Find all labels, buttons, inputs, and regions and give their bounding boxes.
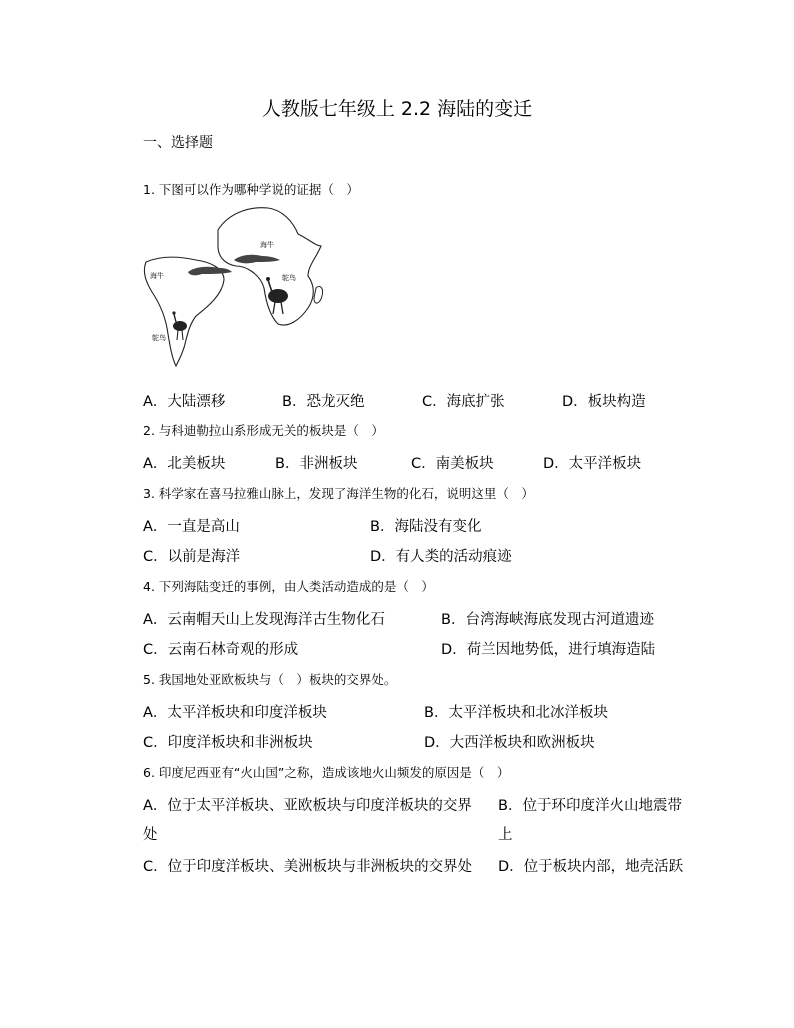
q6-option-c[interactable]: C．位于印度洋板块、美洲板块与非洲板块的交界处 bbox=[143, 859, 473, 875]
q5-option-d[interactable]: D．大西洋板块和欧洲板块 bbox=[424, 735, 595, 751]
q1-option-a[interactable]: A．大陆漂移 bbox=[143, 394, 226, 410]
q6-option-a-line1[interactable]: A．位于太平洋板块、亚欧板块与印度洋板块的交界 bbox=[143, 798, 472, 814]
q4-option-d[interactable]: D．荷兰因地势低，进行填海造陆 bbox=[441, 642, 656, 658]
q2-option-a[interactable]: A．北美板块 bbox=[143, 456, 226, 472]
q2-option-b[interactable]: B．非洲板块 bbox=[275, 456, 358, 472]
q3-option-a[interactable]: A．一直是高山 bbox=[143, 519, 240, 535]
question-3-stem: 3. 科学家在喜马拉雅山脉上，发现了海洋生物的化石，说明这里（ ） bbox=[143, 486, 534, 501]
question-6-stem: 6. 印度尼西亚有“火山国”之称，造成该地火山频发的原因是（ ） bbox=[143, 765, 510, 780]
page-title: 人教版七年级上 2.2 海陆的变迁 bbox=[261, 98, 533, 120]
q5-option-b[interactable]: B．太平洋板块和北冰洋板块 bbox=[424, 705, 608, 721]
sa-ostrich-label: 鸵鸟 bbox=[152, 334, 166, 342]
q3-option-b[interactable]: B．海陆没有变化 bbox=[370, 519, 482, 535]
q1-option-b[interactable]: B．恐龙灭绝 bbox=[282, 394, 365, 410]
q4-option-b[interactable]: B．台湾海峡海底发现古河道遗迹 bbox=[441, 612, 654, 628]
q6-option-b-line1[interactable]: B．位于环印度洋火山地震带 bbox=[498, 798, 682, 814]
sa-ostrich bbox=[172, 311, 187, 340]
africa-ostrich-label: 鸵鸟 bbox=[282, 274, 296, 282]
q5-option-a[interactable]: A．太平洋板块和印度洋板块 bbox=[143, 705, 327, 721]
q4-option-a[interactable]: A．云南帽天山上发现海洋古生物化石 bbox=[143, 612, 385, 628]
africa-mesosaurus bbox=[234, 255, 280, 264]
question-4-stem: 4. 下列海陆变迁的事例，由人类活动造成的是（ ） bbox=[143, 579, 434, 594]
sa-snail-label: 海牛 bbox=[150, 272, 164, 280]
q6-option-b-line2[interactable]: 上 bbox=[498, 827, 513, 843]
q2-option-d[interactable]: D．太平洋板块 bbox=[543, 456, 642, 472]
africa-outline bbox=[218, 208, 321, 325]
q1-option-c[interactable]: C．海底扩张 bbox=[422, 394, 505, 410]
q3-option-c[interactable]: C．以前是海洋 bbox=[143, 549, 241, 565]
q1-option-d[interactable]: D．板块构造 bbox=[562, 394, 646, 410]
section-heading: 一、选择题 bbox=[143, 135, 213, 151]
q6-option-a-line2[interactable]: 处 bbox=[143, 827, 158, 843]
q6-option-d[interactable]: D．位于板块内部，地壳活跃 bbox=[498, 859, 684, 875]
sa-mesosaurus bbox=[188, 267, 232, 276]
question-1-stem: 1. 下图可以作为哪种学说的证据（ ） bbox=[143, 182, 359, 197]
q4-option-c[interactable]: C．云南石林奇观的形成 bbox=[143, 642, 299, 658]
q5-option-c[interactable]: C．印度洋板块和非洲板块 bbox=[143, 735, 313, 751]
q2-option-c[interactable]: C．南美板块 bbox=[411, 456, 494, 472]
q3-option-d[interactable]: D．有人类的活动痕迹 bbox=[370, 549, 512, 565]
madagascar-outline bbox=[314, 286, 323, 303]
continent-fossil-map bbox=[138, 200, 338, 370]
question-5-stem: 5. 我国地处亚欧板块与（ ）板块的交界处。 bbox=[143, 672, 397, 687]
africa-snail-label: 海牛 bbox=[260, 241, 274, 249]
question-2-stem: 2. 与科迪勒拉山系形成无关的板块是（ ） bbox=[143, 423, 384, 438]
